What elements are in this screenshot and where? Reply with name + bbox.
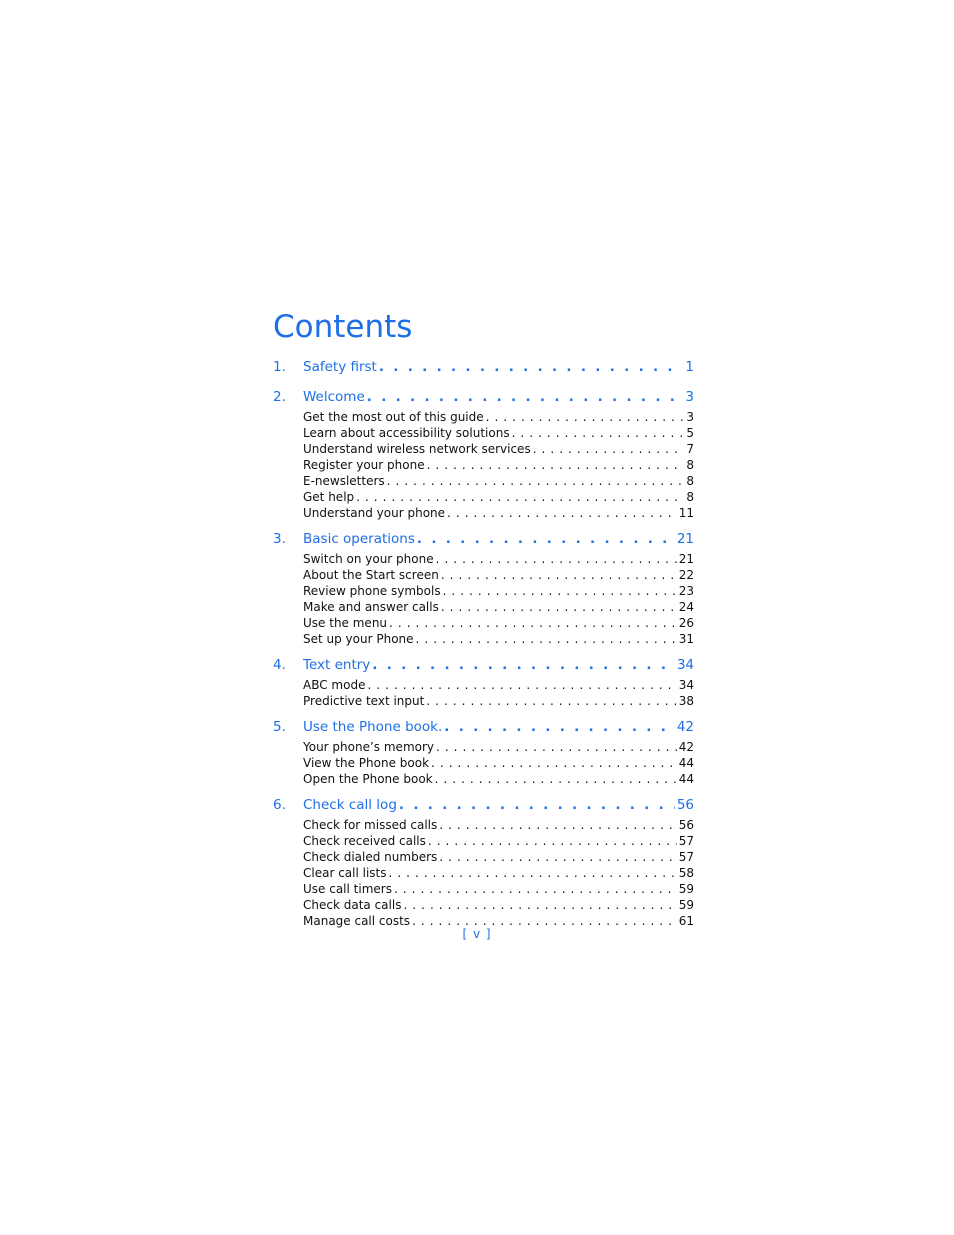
- chapter-page-number: 34: [676, 657, 694, 673]
- dot-leader: [399, 794, 675, 817]
- dot-leader: [379, 356, 684, 379]
- chapter-title: Basic operations: [303, 531, 415, 547]
- table-of-contents: [273, 356, 694, 936]
- section-title: About the Start screen: [303, 568, 439, 582]
- dot-leader: [533, 441, 685, 457]
- section-page-number: 61: [678, 914, 694, 928]
- toc-section-link[interactable]: [303, 771, 694, 787]
- page-number-footer: [ v ]: [462, 927, 492, 941]
- section-title: Register your phone: [303, 458, 425, 472]
- dot-leader: [512, 425, 685, 441]
- section-page-number: 22: [678, 568, 694, 582]
- dot-leader: [417, 528, 675, 551]
- section-page-number: 8: [686, 458, 694, 472]
- section-title: ABC mode: [303, 678, 366, 692]
- toc-section-link[interactable]: [303, 551, 694, 567]
- dot-leader: [435, 771, 677, 787]
- dot-leader: [389, 865, 677, 881]
- dot-leader: [443, 583, 677, 599]
- section-page-number: 59: [678, 882, 694, 896]
- toc-section-link[interactable]: [303, 693, 694, 709]
- dot-leader: [439, 817, 676, 833]
- section-page-number: 56: [678, 818, 694, 832]
- dot-leader: [416, 631, 677, 647]
- section-title: Check received calls: [303, 834, 426, 848]
- chapter-page-number: 42: [676, 719, 694, 735]
- toc-section-link[interactable]: [303, 849, 694, 865]
- dot-leader: [372, 654, 675, 677]
- toc-section-link[interactable]: [303, 489, 694, 505]
- dot-leader: [356, 489, 684, 505]
- toc-chapter: [273, 528, 694, 647]
- chapter-title: Welcome: [303, 389, 365, 405]
- section-page-number: 8: [686, 490, 694, 504]
- section-title: Make and answer calls: [303, 600, 439, 614]
- toc-chapter: [273, 654, 694, 709]
- dot-leader: [444, 716, 675, 739]
- dot-leader: [403, 897, 676, 913]
- chapter-title: Text entry: [303, 657, 371, 673]
- toc-chapter: [273, 716, 694, 787]
- section-title: Your phone’s memory: [303, 740, 435, 754]
- section-title: Use call timers: [303, 882, 392, 896]
- dot-leader: [428, 833, 677, 849]
- toc-section-link[interactable]: [303, 881, 694, 897]
- chapter-page-number: 1: [685, 359, 694, 375]
- section-title: Predictive text input: [303, 694, 425, 708]
- section-title: Review phone symbols: [303, 584, 441, 598]
- toc-chapter-link[interactable]: [273, 716, 694, 739]
- dot-leader: [427, 457, 685, 473]
- section-page-number: 11: [678, 506, 694, 520]
- section-page-number: 44: [678, 772, 694, 786]
- toc-section-link[interactable]: [303, 755, 694, 771]
- toc-section-link[interactable]: [303, 505, 694, 521]
- toc-chapter-link[interactable]: [273, 654, 694, 677]
- dot-leader: [436, 551, 677, 567]
- dot-leader: [441, 567, 677, 583]
- dot-leader: [367, 677, 676, 693]
- section-title: Check data calls: [303, 898, 402, 912]
- toc-chapter-link[interactable]: [273, 356, 694, 379]
- dot-leader: [394, 881, 677, 897]
- toc-chapter-link[interactable]: [273, 386, 694, 409]
- section-page-number: 44: [678, 756, 694, 770]
- toc-section-link[interactable]: [303, 833, 694, 849]
- chapter-title: Safety first: [303, 359, 377, 375]
- chapter-number: 3.: [273, 531, 286, 547]
- chapter-line: [303, 356, 694, 379]
- section-title: Check for missed calls: [303, 818, 438, 832]
- section-page-number: 8: [686, 474, 694, 488]
- chapter-number: 2.: [273, 389, 286, 405]
- dot-leader: [426, 693, 676, 709]
- section-title: Open the Phone book: [303, 772, 433, 786]
- toc-section-link[interactable]: [303, 599, 694, 615]
- toc-section-link[interactable]: [303, 865, 694, 881]
- toc-chapter: [273, 356, 694, 379]
- section-page-number: 57: [678, 850, 694, 864]
- section-title: Set up your Phone: [303, 632, 414, 646]
- dot-leader: [441, 599, 677, 615]
- chapter-number: 1.: [273, 359, 286, 375]
- section-page-number: 31: [678, 632, 694, 646]
- dot-leader: [389, 615, 677, 631]
- chapter-line: [303, 794, 694, 817]
- section-page-number: 21: [678, 552, 694, 566]
- toc-section-link[interactable]: [303, 739, 694, 755]
- toc-section-link[interactable]: [303, 425, 694, 441]
- section-title: Get the most out of this guide: [303, 410, 484, 424]
- toc-section-link[interactable]: [303, 583, 694, 599]
- section-title: Get help: [303, 490, 355, 504]
- dot-leader: [486, 409, 685, 425]
- section-title: Check dialed numbers: [303, 850, 438, 864]
- dot-leader: [436, 739, 677, 755]
- section-page-number: 34: [678, 678, 694, 692]
- section-title: Understand your phone: [303, 506, 446, 520]
- dot-leader: [439, 849, 676, 865]
- chapter-number: 6.: [273, 797, 286, 813]
- chapter-number: 4.: [273, 657, 286, 673]
- toc-section-link[interactable]: [303, 631, 694, 647]
- toc-section-link[interactable]: [303, 409, 694, 425]
- section-title: Manage call costs: [303, 914, 411, 928]
- toc-section-link[interactable]: [303, 615, 694, 631]
- section-title: Clear call lists: [303, 866, 387, 880]
- chapter-line: [303, 528, 694, 551]
- chapter-title: Check call log: [303, 797, 397, 813]
- section-title: E-newsletters: [303, 474, 385, 488]
- toc-chapter-link[interactable]: [273, 794, 694, 817]
- chapter-title: Use the Phone book.: [303, 719, 443, 735]
- toc-section-link[interactable]: [303, 817, 694, 833]
- section-page-number: 59: [678, 898, 694, 912]
- toc-section-link[interactable]: [303, 457, 694, 473]
- dot-leader: [431, 755, 677, 771]
- section-title: Understand wireless network services: [303, 442, 531, 456]
- chapter-page-number: 56: [676, 797, 694, 813]
- dot-leader: [367, 386, 684, 409]
- section-page-number: 5: [686, 426, 694, 440]
- page-title: Contents: [273, 309, 413, 345]
- dot-leader: [447, 505, 677, 521]
- dot-leader: [387, 473, 685, 489]
- section-page-number: 23: [678, 584, 694, 598]
- section-page-number: 42: [678, 740, 694, 754]
- toc-chapter: [273, 386, 694, 521]
- section-title: View the Phone book: [303, 756, 430, 770]
- chapter-number: 5.: [273, 719, 286, 735]
- toc-chapter: [273, 794, 694, 929]
- toc-section-link[interactable]: [303, 567, 694, 583]
- section-page-number: 24: [678, 600, 694, 614]
- section-title: Use the menu: [303, 616, 388, 630]
- section-page-number: 26: [678, 616, 694, 630]
- chapter-page-number: 21: [676, 531, 694, 547]
- section-title: Learn about accessibility solutions: [303, 426, 510, 440]
- toc-section-link[interactable]: [303, 897, 694, 913]
- chapter-page-number: 3: [685, 389, 694, 405]
- toc-chapter-link[interactable]: [273, 528, 694, 551]
- toc-section-link[interactable]: [303, 677, 694, 693]
- toc-section-link[interactable]: [303, 473, 694, 489]
- section-page-number: 38: [678, 694, 694, 708]
- section-page-number: 7: [686, 442, 694, 456]
- chapter-line: [303, 654, 694, 677]
- section-page-number: 58: [678, 866, 694, 880]
- chapter-line: [303, 386, 694, 409]
- section-title: Switch on your phone: [303, 552, 434, 566]
- section-page-number: 57: [678, 834, 694, 848]
- toc-section-link[interactable]: [303, 441, 694, 457]
- section-page-number: 3: [686, 410, 694, 424]
- chapter-line: [303, 716, 694, 739]
